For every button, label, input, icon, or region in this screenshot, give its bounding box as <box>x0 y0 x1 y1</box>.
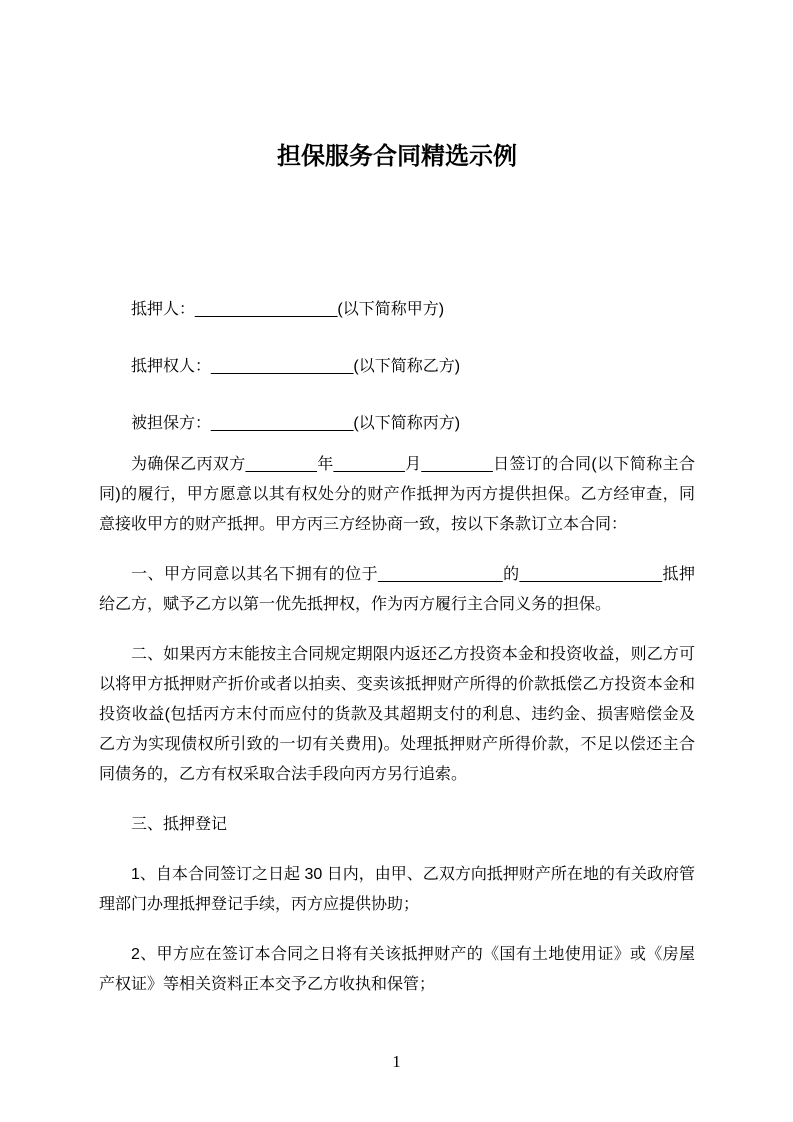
party-note: (以下简称乙方) <box>353 358 461 375</box>
paragraph-preamble: 为确保乙丙双方________年________月________日签订的合同(以下简称主合同)的履行，甲方愿意以其有权处分的财产作抵押为丙方提供担保。乙方经审查，同意接收甲方的财产抵押。甲方丙三方经协商一致，按以下条款订立本合同： <box>99 456 695 533</box>
party-list <box>99 295 695 439</box>
numbered-item-2: 2、甲方应在签订本合同之日将有关该抵押财产的《国有土地使用证》或《房屋产权证》等相关资料正本交予乙方收执和保管； <box>99 946 695 993</box>
numbered-item-1: 1、自本合同签订之日起 30 日内，由甲、乙双方向抵押财产所在地的有关政府管理部门办理抵押登记手续，丙方应提供协助； <box>99 866 695 913</box>
party-note: (以下简称丙方) <box>353 415 461 432</box>
party-row-guaranteed <box>99 409 695 439</box>
paragraph-clause-2: 二、如果丙方末能按主合同规定期限内返还乙方投资本金和投资收益，则乙方可以将甲方抵押财产折价或者以拍卖、变卖该抵押财产所得的价款抵偿乙方投资本金和投资收益(包括丙方末付而应付的货款及其超期支付的利息、违约金、损害赔偿金及乙方为实现债权所引致的一切有关费用)。处理抵押财产所得价款，不足以偿还主合同债务的，乙方有权采取合法手段向丙方另行追索。 <box>99 646 695 783</box>
party-blank-line: ________________ <box>211 358 354 375</box>
page-number: 1 <box>392 1052 401 1071</box>
party-label: 抵押人： <box>131 301 196 318</box>
party-blank-line: ________________ <box>211 415 354 432</box>
section-heading-clause-3: 三、抵押登记 <box>131 816 228 833</box>
party-row-mortgagor <box>99 295 695 325</box>
party-note: (以下简称甲方) <box>337 301 445 318</box>
paragraph-clause-1: 一、甲方同意以其名下拥有的位于______________的________________抵押给乙方，赋予乙方以第一优先抵押权，作为丙方履行主合同义务的担保。 <box>99 566 695 613</box>
body-paragraphs <box>99 450 695 1000</box>
party-row-mortgagee <box>99 352 695 382</box>
page-title: 担保服务合同精选示例 <box>277 143 517 170</box>
party-label: 抵押权人： <box>131 358 212 375</box>
party-blank-line: ________________ <box>195 301 338 318</box>
party-label: 被担保方： <box>131 415 212 432</box>
